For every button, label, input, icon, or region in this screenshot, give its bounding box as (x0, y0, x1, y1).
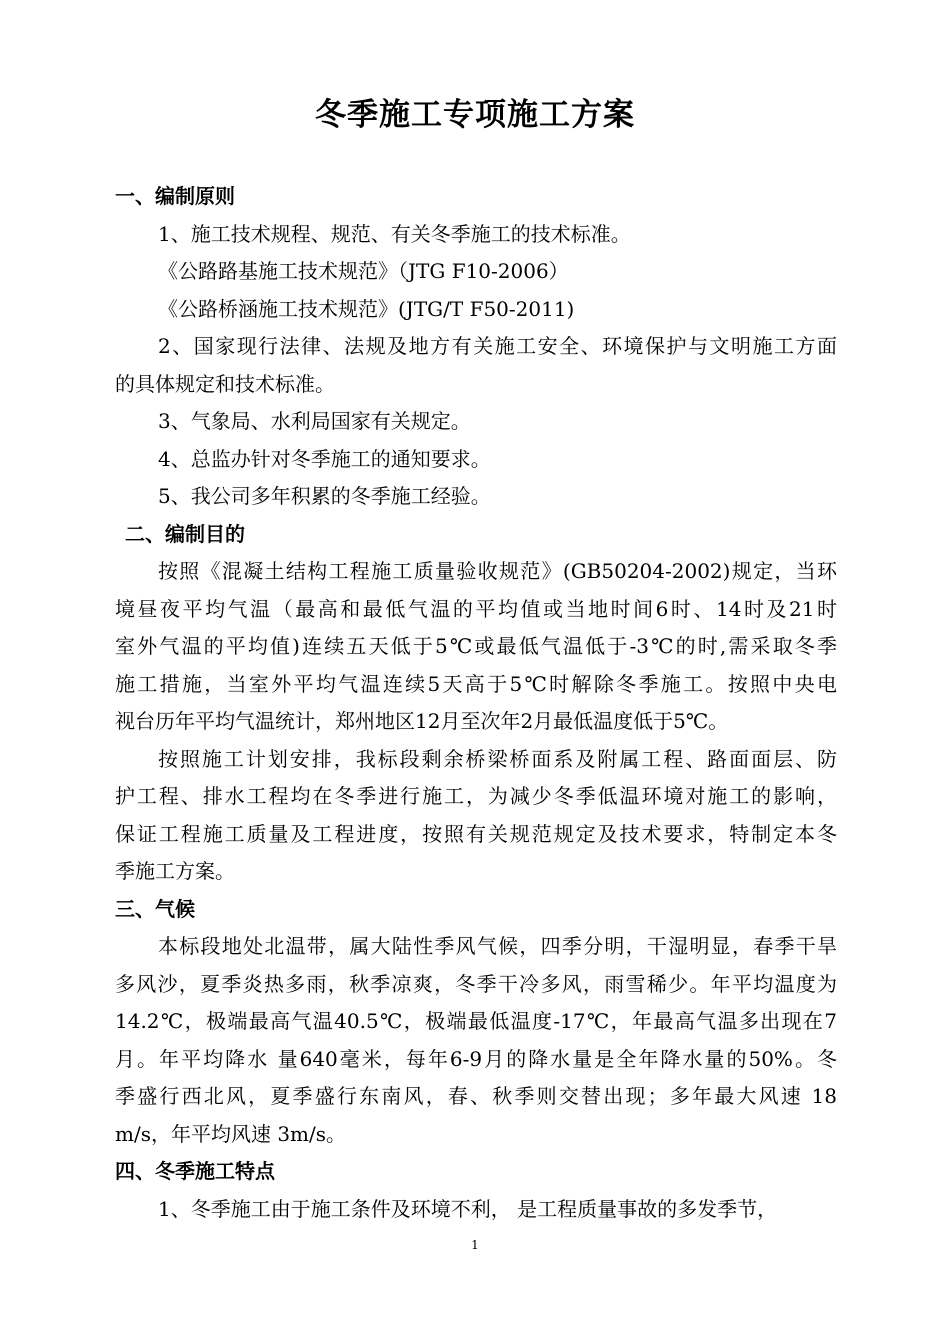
paragraph-line: 保证工程施工质量及工程进度，按照有关规范规定及技术要求，特制定本冬 (115, 821, 837, 846)
section-heading-climate: 三、气候 (115, 896, 195, 921)
principle-item: 4、总监办针对冬季施工的通知要求。 (158, 446, 491, 471)
page-number: 1 (471, 1238, 479, 1252)
section-heading-winter-features: 四、冬季施工特点 (115, 1159, 275, 1183)
paragraph-line: m/s，年平均风速 3m/s。 (115, 1121, 347, 1146)
paragraph-line: 施工措施，当室外平均气温连续5天高于5℃时解除冬季施工。按照中央电 (115, 671, 837, 696)
paragraph-line: 按照《混凝土结构工程施工质量验收规范》(GB50204-2002)规定，当环 (158, 559, 837, 583)
standard-reference: 《公路路基施工技术规范》（JTG F10-2006） (158, 259, 569, 283)
paragraph-line: 护工程、排水工程均在冬季进行施工，为减少冬季低温环境对施工的影响， (115, 784, 837, 808)
standard-reference: 《公路桥涵施工技术规范》(JTG/T F50-2011) (158, 296, 575, 321)
section-heading-principles: 一、编制原则 (115, 184, 235, 208)
document-title: 冬季施工专项施工方案 (315, 97, 635, 133)
principle-item: 1、施工技术规程、规范、有关冬季施工的技术标准。 (158, 221, 631, 246)
principle-item: 3、气象局、水利局国家有关规定。 (158, 409, 471, 433)
paragraph-line: 月。年平均降水 量640毫米，每年6-9月的降水量是全年降水量的50%。冬 (115, 1046, 837, 1071)
paragraph-line: 多风沙，夏季炎热多雨，秋季凉爽，冬季干冷多风，雨雪稀少。年平均温度为 (115, 971, 837, 996)
paragraph-line: 1、冬季施工由于施工条件及环境不利， 是工程质量事故的多发季节， (158, 1196, 778, 1221)
paragraph-line: 视台历年平均气温统计，郑州地区12月至次年2月最低温度低于5℃。 (115, 709, 729, 733)
paragraph-line: 室外气温的平均值)连续五天低于5℃或最低气温低于-3℃的时,需采取冬季 (115, 634, 837, 658)
principle-item: 2、国家现行法律、法规及地方有关施工安全、环境保护与文明施工方面 (158, 334, 837, 358)
paragraph-line: 境昼夜平均气温（最高和最低气温的平均值或当地时间6时、14时及21时 (115, 596, 837, 621)
section-heading-purpose: 二、编制目的 (125, 521, 245, 546)
principle-item-continued: 的具体规定和技术标准。 (115, 371, 335, 396)
document-body (115, 178, 837, 1228)
paragraph-line: 季施工方案。 (115, 859, 235, 883)
paragraph-line: 14.2℃，极端最高气温40.5℃，极端最低温度-17℃，年最高气温多出现在7 (115, 1009, 837, 1033)
paragraph-line: 本标段地处北温带，属大陆性季风气候，四季分明，干湿明显，春季干旱 (158, 934, 837, 958)
paragraph-line: 按照施工计划安排，我标段剩余桥梁桥面系及附属工程、路面面层、防 (158, 746, 837, 771)
paragraph-line: 季盛行西北风，夏季盛行东南风，春、秋季则交替出现；多年最大风速 18 (115, 1084, 837, 1108)
principle-item: 5、我公司多年积累的冬季施工经验。 (158, 484, 491, 508)
